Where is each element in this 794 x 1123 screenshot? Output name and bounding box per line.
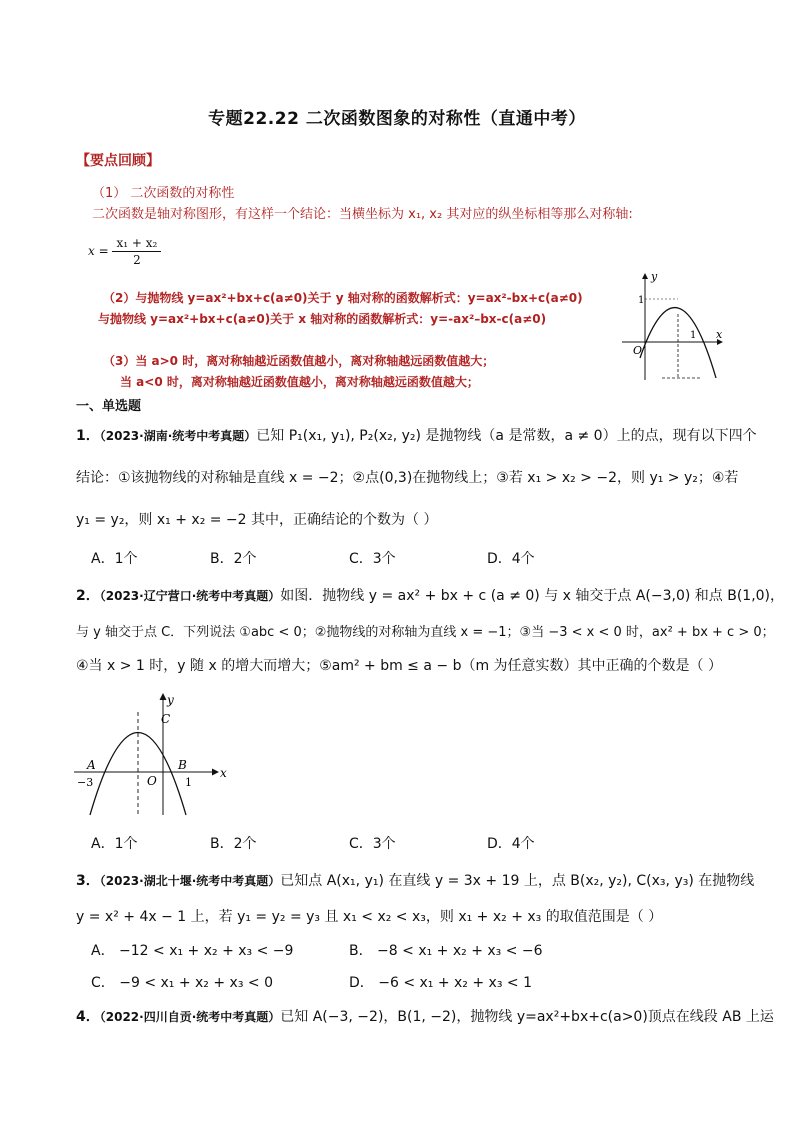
q1-option-b[interactable]: B．2个 (210, 551, 257, 567)
review-s1-heading: （1） 二次函数的对称性 (92, 186, 235, 201)
q3-source: （2023·湖北十堰·统考中考真题） (99, 874, 281, 888)
review-s1-body: 二次函数是轴对称图形，有这样一个结论：当横坐标为 x₁, x₂ 其对应的纵坐标相等那么对称轴: (92, 207, 633, 222)
point-c-label: C (161, 712, 171, 726)
q2-line3: ④当 x > 1 时，y 随 x 的增大而增大；⑤am² + bm ≤ a − b（m 为任意实数）其中正确的个数是（ ） (76, 658, 722, 674)
parabola-curve (90, 733, 186, 816)
x-label: x (220, 766, 227, 780)
q4-text-1: 已知 A(−3, −2)，B(1, −2)，抛物线 y=ax²+bx+c(a>0)顶点在线段 AB 上运 (280, 1009, 774, 1025)
q4-line1 (76, 1006, 774, 1026)
q1-option-a[interactable]: A．1个 (91, 551, 138, 567)
q3-line1 (76, 870, 754, 890)
tick-neg3-label: −3 (77, 776, 94, 789)
q3-number: 3． (76, 873, 100, 889)
q3-option-d[interactable]: D． −6 < x₁ + x₂ + x₃ < 1 (349, 975, 532, 991)
q2-line1 (76, 585, 784, 605)
tick-1-label: 1 (185, 776, 192, 789)
q2-source: （2023·辽宁营口·统考中考真题） (99, 589, 281, 603)
q2-number: 2． (76, 588, 100, 604)
q3-text-1: 已知点 A(x₁, y₁) 在直线 y = 3x + 19 上，点 B(x₂, y₂), C(x₃, y₃) 在抛物线 (280, 873, 755, 889)
tick-y-label: 1 (638, 295, 645, 306)
review-s3-line2: 当 a<0 时，离对称轴越近函数值越小，离对称轴越远函数值越大； (120, 375, 479, 389)
formula-denominator: 2 (133, 253, 141, 267)
q1-text-1: 已知 P₁(x₁, y₁), P₂(x₂, y₂) 是抛物线（a 是常数，a ≠ 0）上的点，现有以下四个 (256, 428, 757, 444)
q2-option-c[interactable]: C．3个 (349, 836, 396, 852)
x-label: x (716, 328, 723, 341)
question2-parabola-figure (70, 690, 230, 820)
q3-option-c[interactable]: C． −9 < x₁ + x₂ + x₃ < 0 (91, 975, 273, 991)
symmetry-sketch-figure (618, 268, 728, 386)
q4-number: 4． (76, 1009, 100, 1025)
q1-source: （2023·湖南·统考中考真题） (99, 429, 257, 443)
y-label: y (167, 693, 174, 707)
q3-option-b[interactable]: B． −8 < x₁ + x₂ + x₃ < −6 (349, 943, 543, 959)
formula-numerator: x₁ + x₂ (112, 236, 161, 252)
q2-option-a[interactable]: A．1个 (91, 836, 138, 852)
q3-option-a[interactable]: A． −12 < x₁ + x₂ + x₃ < −9 (91, 943, 294, 959)
q1-option-c[interactable]: C．3个 (349, 551, 396, 567)
q4-source: （2022·四川自贡·统考中考真题） (99, 1010, 281, 1024)
origin-label: O (147, 774, 157, 788)
q2-option-b[interactable]: B．2个 (210, 836, 257, 852)
q1-number: 1． (76, 428, 100, 444)
review-s2-line1: （2）与抛物线 y=ax²+bx+c(a≠0)关于 y 轴对称的函数解析式：y=ax²-bx+c(a≠0) (103, 291, 583, 305)
symmetry-axis-formula (88, 236, 161, 267)
tick-x-label: 1 (690, 330, 697, 341)
point-b-label: B (178, 758, 187, 772)
origin-label: O (633, 344, 643, 357)
review-header: 【要点回顾】 (76, 153, 160, 169)
q1-line3: y₁ = y₂，则 x₁ + x₂ = −2 其中，正确结论的个数为（ ） (76, 512, 438, 528)
section-heading: 一、单选题 (76, 399, 142, 414)
q2-text-1: 如图．抛物线 y = ax² + bx + c (a ≠ 0) 与 x 轴交于点 A(−3,0) 和点 B(1,0)， (280, 588, 785, 604)
formula-lhs: x = (88, 244, 109, 258)
page-title: 专题22.22 二次函数图象的对称性（直通中考） (208, 109, 586, 129)
q3-line2: y = x² + 4x − 1 上，若 y₁ = y₂ = y₃ 且 x₁ < x₂ < x₃，则 x₁ + x₂ + x₃ 的取值范围是（ ） (76, 909, 663, 925)
q1-option-d[interactable]: D．4个 (487, 551, 535, 567)
review-s3-line1: （3）当 a>0 时，离对称轴越近函数值越小，离对称轴越远函数值越大； (103, 354, 495, 368)
y-label: y (651, 270, 658, 283)
q1-line2: 结论：①该抛物线的对称轴是直线 x = −2；②点(0,3)在抛物线上；③若 x₁ > x₂ > −2，则 y₁ > y₂；④若 (76, 470, 739, 486)
q2-option-d[interactable]: D．4个 (487, 836, 535, 852)
parabola-curve (640, 308, 716, 378)
formula-fraction (112, 236, 161, 267)
q1-line1 (76, 425, 757, 445)
q2-line2: 与 y 轴交于点 C．下列说法 ①abc < 0；②抛物线的对称轴为直线 x = −1；③当 −3 < x < 0 时，ax² + bx + c > 0； (76, 625, 775, 640)
review-s2-line2: 与抛物线 y=ax²+bx+c(a≠0)关于 x 轴对称的函数解析式：y=-ax²–bx-c(a≠0) (98, 312, 547, 326)
point-a-label: A (87, 758, 96, 772)
